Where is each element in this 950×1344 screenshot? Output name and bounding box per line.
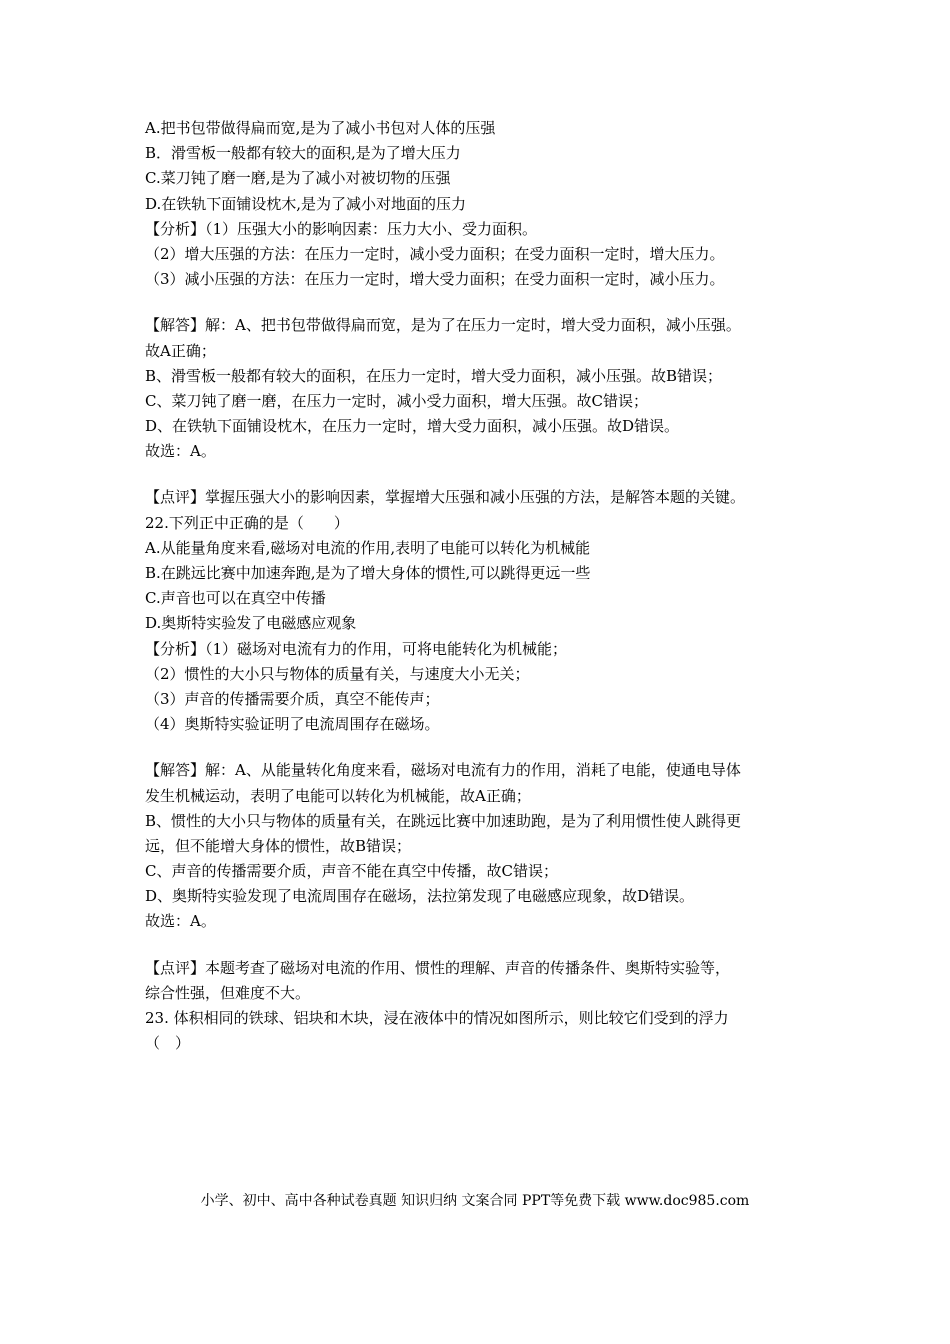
text-line: B、惯性的大小只与物体的质量有关，在跳远比赛中加速助跑，是为了利用惯性使人跳得更: [145, 811, 742, 830]
text-line: （ ）: [145, 1034, 191, 1053]
text-line: C、菜刀钝了磨一磨，在压力一定时，减小受力面积，增大压强。故C错误；: [145, 391, 648, 410]
text-line: （3）减小压强的方法：在压力一定时，增大受力面积；在受力面积一定时，减小压力。: [145, 270, 725, 289]
text-line: B、滑雪板一般都有较大的面积，在压力一定时，增大受力面积，减小压强。故B错误；: [145, 366, 723, 385]
page-footer: 小学、初中、高中各种试卷真题 知识归纳 文案合同 PPT等免费下载 www.doc985.com: [200, 1193, 750, 1209]
blank-line: [145, 464, 825, 485]
text-line: A.把书包带做得扁而宽,是为了减小书包对人体的压强: [145, 119, 496, 137]
question-22-stem: 22.下列正中正确的是（ ）: [145, 513, 349, 532]
blank-line: [145, 292, 825, 313]
text-line: D.奥斯特实验发了电磁感应观象: [145, 614, 357, 633]
text-line: 【分析】（1）磁场对电流有力的作用，可将电能转化为机械能；: [145, 639, 568, 658]
text-line: （3）声音的传播需要介质，真空不能传声；: [145, 689, 440, 708]
text-line: 综合性强，但难度不大。: [145, 983, 311, 1002]
text-line: C.声音也可以在真空中传播: [145, 589, 326, 608]
text-line: 故选：A。: [145, 912, 216, 931]
text-line: A.从能量角度来看,磁场对电流的作用,表明了电能可以转化为机械能: [145, 538, 591, 557]
text-line: D、奥斯特实验发现了电流周围存在磁场，法拉第发现了电磁感应现象，故D错误。: [145, 887, 695, 906]
question-23-stem: 23. 体积相同的铁球、铝块和木块，浸在液体中的情况如图所示，则比较它们受到的浮力: [145, 1009, 729, 1027]
text-line: 远，但不能增大身体的惯性，故B错误；: [145, 836, 412, 855]
text-line: 发生机械运动，表明了电能可以转化为机械能，故A正确；: [145, 786, 531, 805]
text-line: 故选：A。: [145, 442, 216, 461]
text-line: 【点评】本题考查了磁场对电流的作用、惯性的理解、声音的传播条件、奥斯特实验等，: [145, 958, 731, 977]
text-line: （2）增大压强的方法：在压力一定时，减小受力面积；在受力面积一定时，增大压力。: [145, 244, 725, 263]
text-line: C.菜刀钝了磨一磨,是为了减小对被切物的压强: [145, 169, 451, 188]
text-line: （4）奥斯特实验证明了电流周围存在磁场。: [145, 715, 440, 734]
text-line: D.在铁轨下面铺设枕木,是为了减小对地面的压力: [145, 194, 467, 213]
blank-line: [145, 737, 825, 758]
text-line: （2）惯性的大小只与物体的质量有关，与速度大小无关；: [145, 664, 530, 683]
text-line: 故A正确；: [145, 341, 216, 360]
text-line: D、在铁轨下面铺设枕木，在压力一定时，增大受力面积，减小压强。故D错误。: [145, 417, 680, 436]
text-line: 【点评】掌握压强大小的影响因素，掌握增大压强和减小压强的方法，是解答本题的关键。: [145, 488, 746, 507]
text-line: 【解答】解：A、把书包带做得扁而宽，是为了在压力一定时，增大受力面积，减小压强。: [145, 316, 741, 335]
document-body: [145, 116, 825, 1056]
text-line: 【分析】（1）压强大小的影响因素：压力大小、受力面积。: [145, 219, 538, 238]
text-line: B.在跳远比赛中加速奔跑,是为了增大身体的惯性,可以跳得更远一些: [145, 564, 591, 582]
blank-line: [145, 935, 825, 956]
text-line: C、声音的传播需要介质，声音不能在真空中传播，故C错误；: [145, 862, 558, 881]
text-line: B．滑雪板一般都有较大的面积,是为了增大压力: [145, 144, 461, 163]
text-line: 【解答】解：A、从能量转化角度来看，磁场对电流有力的作用，消耗了电能，使通电导体: [145, 761, 741, 780]
